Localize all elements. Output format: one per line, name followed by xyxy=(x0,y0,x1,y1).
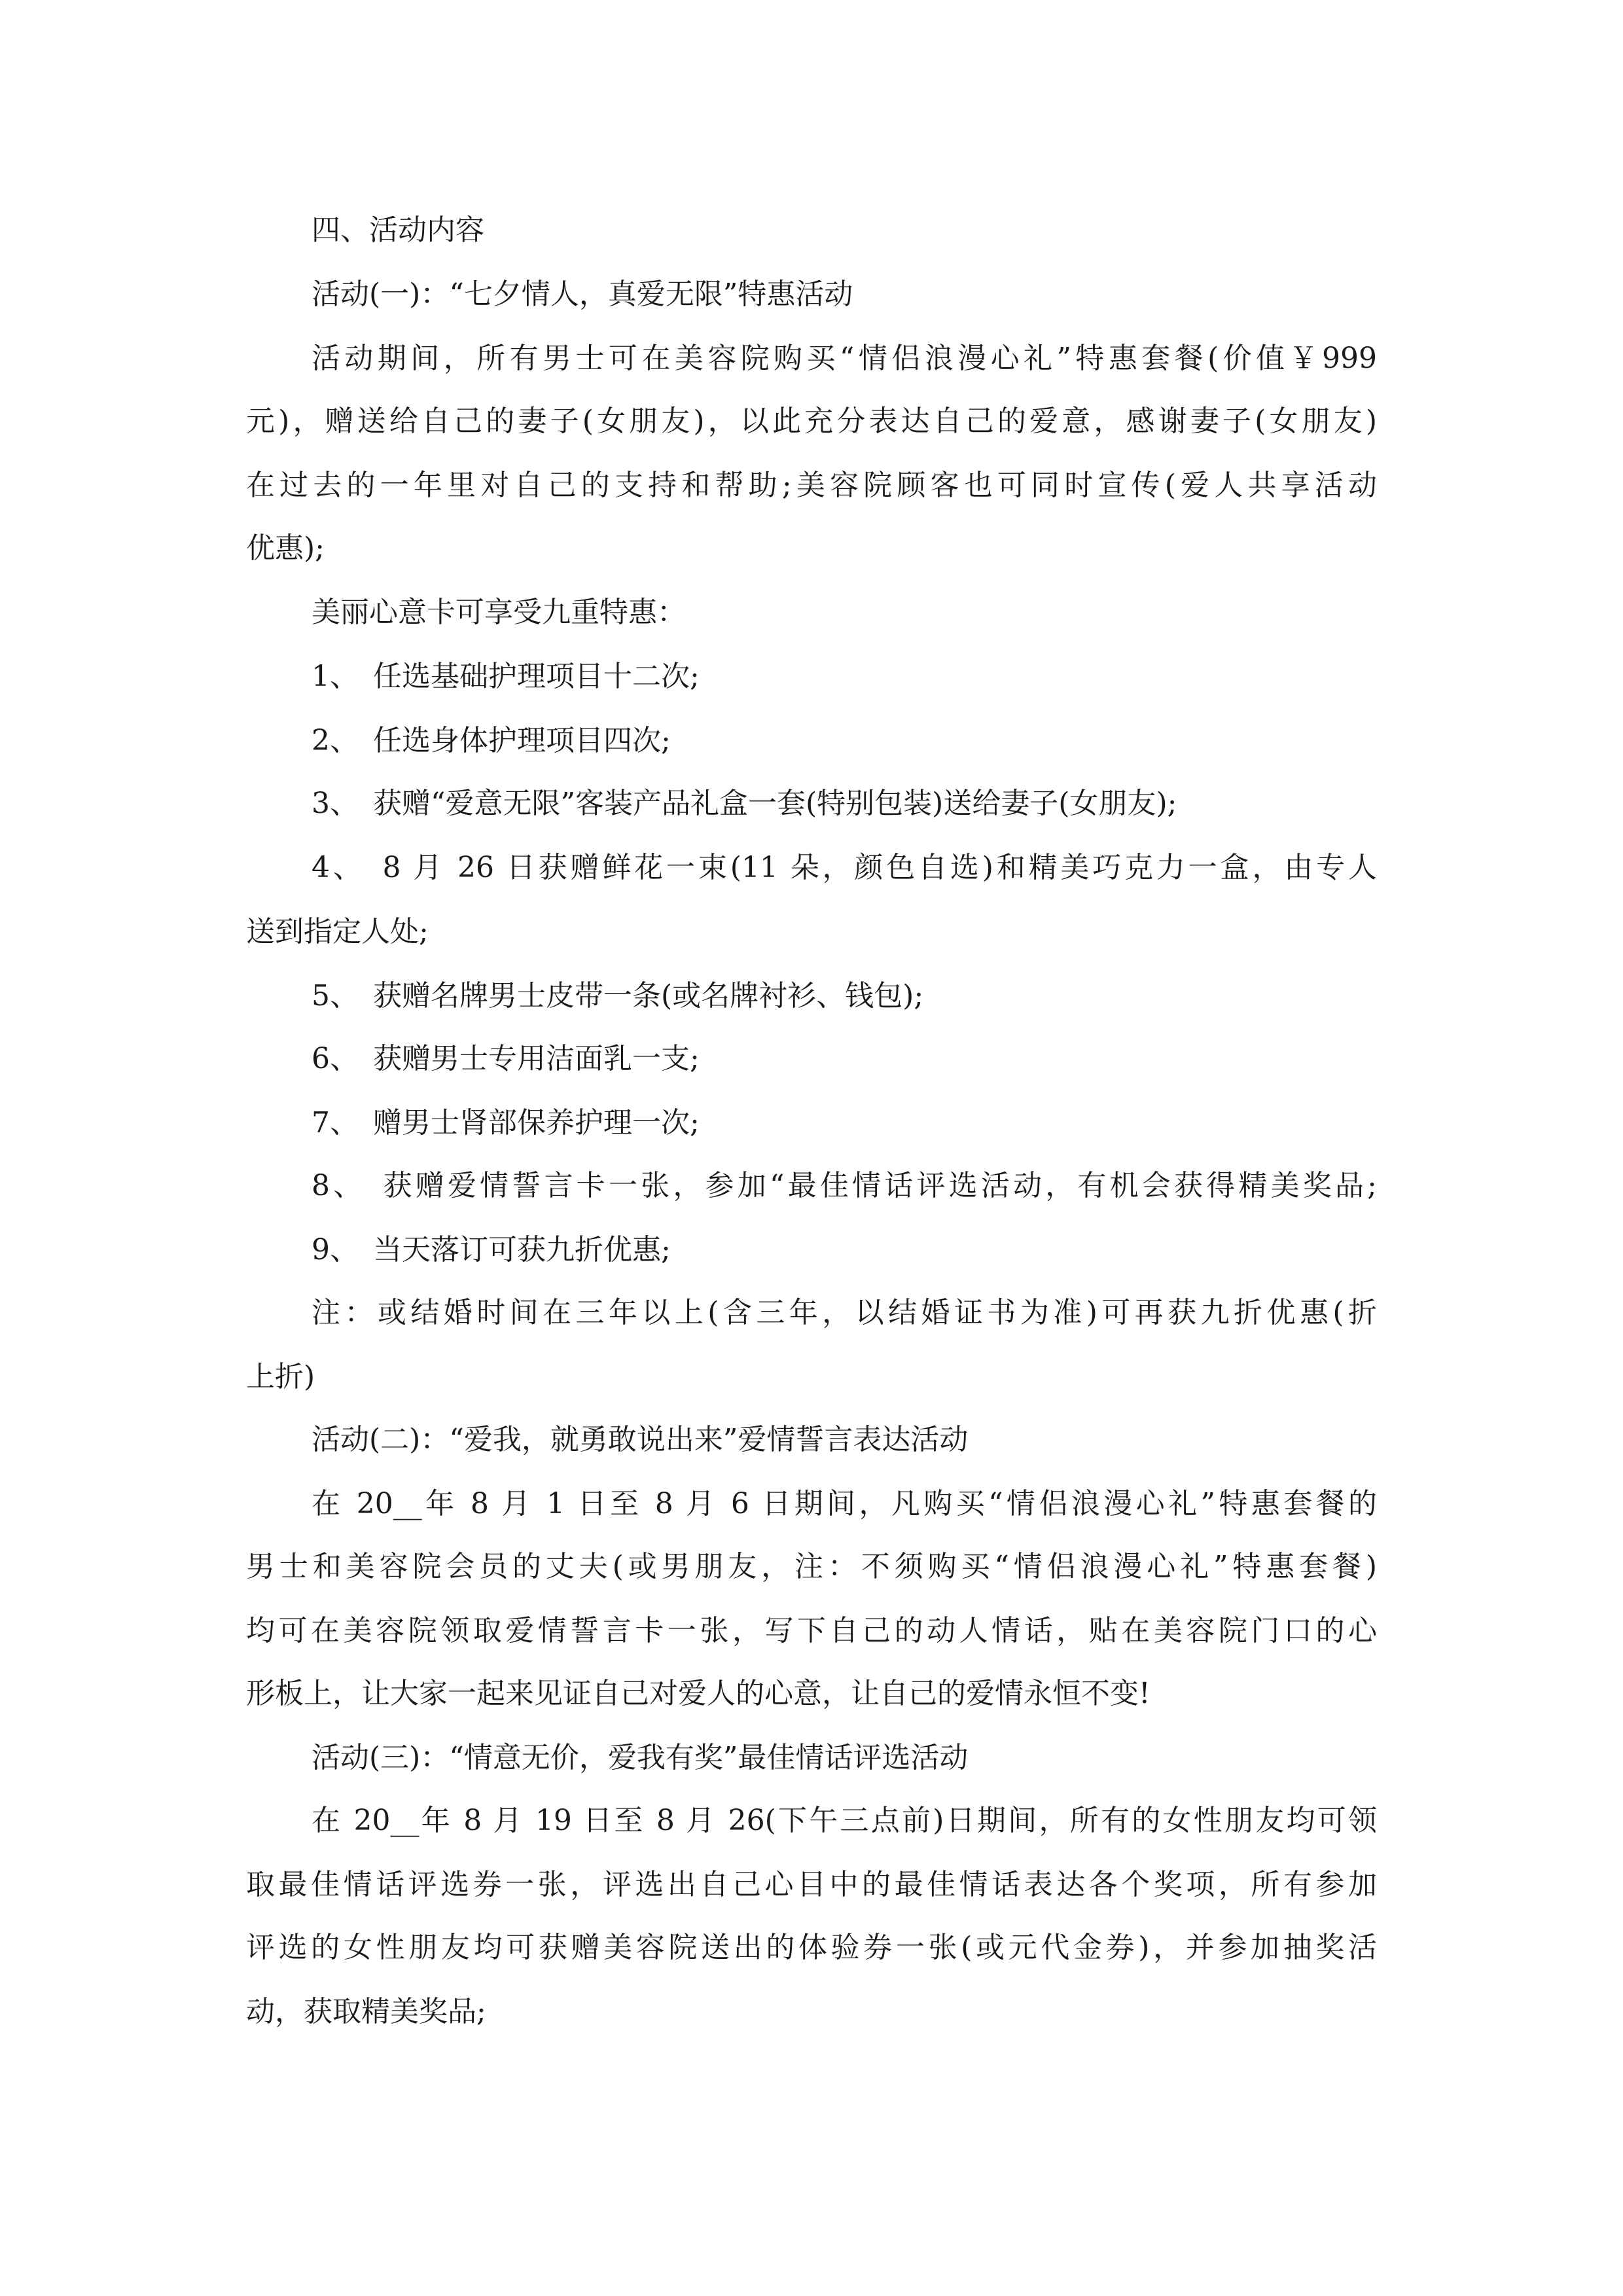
section-heading: 四、活动内容 xyxy=(312,213,484,247)
list-item: 8、 获赠爱情誓言卡一张，参加“最佳情话评选活动，有机会获得精美奖品; xyxy=(312,1169,1377,1202)
paragraph-line: 在 20__年 8 月 1 日至 8 月 6 日期间，凡购买“情侣浪漫心礼”特惠套餐的 xyxy=(312,1487,1377,1520)
paragraph-line: 形板上，让大家一起来见证自己对爱人的心意，让自己的爱情永恒不变! xyxy=(246,1677,1150,1710)
note-line: 注：或结婚时间在三年以上(含三年，以结婚证书为准)可再获九折优惠(折 xyxy=(312,1296,1377,1329)
paragraph-line: 优惠); xyxy=(246,531,325,565)
list-item: 6、 获赠男士专用洁面乳一支; xyxy=(312,1042,700,1075)
list-item-continuation: 送到指定人处; xyxy=(246,915,429,948)
paragraph-line: 活动期间，所有男士可在美容院购买“情侣浪漫心礼”特惠套餐(价值￥999 xyxy=(312,342,1377,375)
list-item: 7、 赠男士肾部保养护理一次; xyxy=(312,1106,700,1139)
paragraph-line: 均可在美容院领取爱情誓言卡一张，写下自己的动人情话，贴在美容院门口的心 xyxy=(246,1614,1377,1647)
paragraph-line: 男士和美容院会员的丈夫(或男朋友，注：不须购买“情侣浪漫心礼”特惠套餐) xyxy=(246,1550,1377,1583)
list-item: 9、 当天落订可获九折优惠; xyxy=(312,1233,671,1266)
paragraph-line: 评选的女性朋友均可获赠美容院送出的体验券一张(或元代金券)，并参加抽奖活 xyxy=(246,1931,1377,1964)
list-item: 1、 任选基础护理项目十二次; xyxy=(312,660,700,693)
note-line: 上折) xyxy=(246,1360,315,1393)
list-item: 2、 任选身体护理项目四次; xyxy=(312,724,671,757)
activity-2-title: 活动(二)：“爱我，就勇敢说出来”爱情誓言表达活动 xyxy=(312,1423,969,1456)
activity-1-title: 活动(一)：“七夕情人，真爱无限”特惠活动 xyxy=(312,278,853,311)
paragraph-line: 在 20__年 8 月 19 日至 8 月 26(下午三点前)日期间，所有的女性朋友均可领 xyxy=(312,1804,1377,1837)
list-intro: 美丽心意卡可享受九重特惠： xyxy=(312,596,686,629)
list-item: 5、 获赠名牌男士皮带一条(或名牌衬衫、钱包); xyxy=(312,979,924,1013)
list-item: 4、 8 月 26 日获赠鲜花一束(11 朵，颜色自选)和精美巧克力一盒，由专人 xyxy=(312,851,1377,884)
activity-3-title: 活动(三)：“情意无价，爱我有奖”最佳情话评选活动 xyxy=(312,1741,969,1774)
paragraph-line: 在过去的一年里对自己的支持和帮助;美容院顾客也可同时宣传(爱人共享活动 xyxy=(246,469,1377,502)
paragraph-line: 取最佳情话评选券一张，评选出自己心目中的最佳情话表达各个奖项，所有参加 xyxy=(246,1868,1377,1901)
paragraph-line: 元)，赠送给自己的妻子(女朋友)，以此充分表达自己的爱意，感谢妻子(女朋友) xyxy=(246,404,1377,438)
paragraph-line: 动，获取精美奖品; xyxy=(246,1995,486,2028)
list-item: 3、 获赠“爱意无限”客装产品礼盒一套(特别包装)送给妻子(女朋友); xyxy=(312,787,1177,820)
